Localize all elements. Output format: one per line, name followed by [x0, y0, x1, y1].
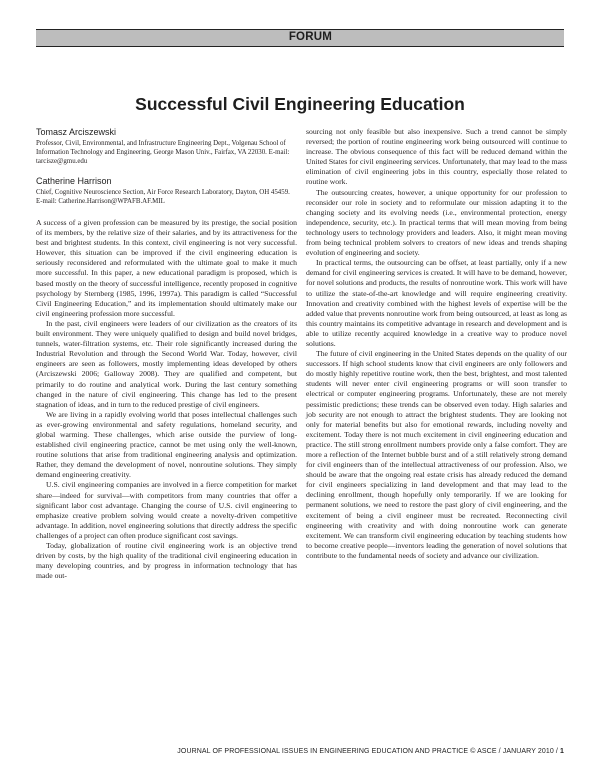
author-affiliation: Professor, Civil, Environmental, and Infrastructure Engineering Dept., Volgenau School of Information Technology and Engineering, George Mason Univ., Fairfax, VA 22030. E-mail: tarcisze@gmu.edu: [36, 140, 290, 165]
body-paragraph: The future of civil engineering in the United States depends on the quality of our successors. If high school students know that civil engineers are only followers and do mostly highly repetitive routine work, then the best, brightest, and most talented students will never enter civil engineering programs or will soon transfer to electrical or computer engineering programs. Unfortunately, these are not merely pessimistic predictions; these trends can be observed even today. High salaries and job security are not enough to attract the brightest students. They are looking not only for material benefits but also for emotional rewards, including novelty and excitement. Today there is not much excitement in civil engineering education and practice. The still strong enrollment numbers provide only a false comfort. They are more a reflection of the Internet bubble burst and of a still relatively strong demand for civil engineers than of the intellectual attractiveness of our profession. Also, we should be aware that the ongoing real estate crisis has already reduced the demand for civil engineers specializing in land development and that may lead to the declining enrollment, though hopefully only temporarily. If we are looking for permanent solutions, we need to restore the past glory of civil engineering, and the excitement of being a civil engineer must be recreated. Reconnecting civil engineering with creativity and with doing nonroutine work can generate excitement. We can transform civil engineering education by teaching students how to become creative people—inventors leading the generation of novel solutions that contribute to the fundamental needs of society and advance our civilization.: [306, 349, 567, 560]
author-affiliation: Chief, Cognitive Neuroscience Section, Air Force Research Laboratory, Dayton, OH 45459. E-mail: Catherine.Harrison@WPAFB.AF.MIL: [36, 189, 290, 205]
body-paragraph: The outsourcing creates, however, a unique opportunity for our profession to reconsider our role in society and to reformulate our mission adapting it to the changing society and its evolving needs (i.e., environmental protection, energy independence, security, etc.). In practical terms that will mean moving from being technology users to technology providers and leaders. Also, it might mean moving from being technical problem solvers to creators of new ideas and trends shaping evolution of engineering and society.: [306, 187, 567, 258]
author-name: Tomasz Arciszewski: [36, 127, 117, 137]
body-paragraph: U.S. civil engineering companies are involved in a fierce competition for market share—indeed for survival—with competitors from many countries that offer a significant labor cost advantage. Changing the course of U.S. civil engineering to emphasize creative problem solving would create a novelty-driven competitive advantage. In addition, novel engineering solutions that directly address the specific challenges of a project can often produce significant cost savings.: [36, 480, 297, 540]
page-footer: [36, 748, 564, 755]
article-title: Successful Civil Engineering Education: [135, 94, 465, 114]
author-block: [36, 176, 297, 206]
body-paragraph: In the past, civil engineers were leaders of our civilization as the creators of its built environment. They were uniquely qualified to design and build novel bridges, tunnels, water-filtration systems, etc. Their role significantly increased during the Industrial Revolution and through the Second World War. Today, however, civil engineers are seen as followers, mostly implementing ideas developed by others (Arciszewski 2006; Galloway 2008). They are qualified and competent, but primarily to do routine and analytical work. During the last century something changed in the nature of civil engineering. This change has led to the present stagnation of ideas, and in turn to the reduced prestige of civil engineers.: [36, 318, 297, 409]
page-number: 1: [560, 748, 564, 755]
author-name: Catherine Harrison: [36, 176, 112, 186]
body-paragraph: A success of a given profession can be measured by its prestige, the social position of its members, by the relative size of their salaries, and by its attractiveness for the best and brightest students. In this context, civil engineering is not very successful. However, this situation can be improved if the civil engineering education is seriously reconsidered and reformulated with the ultimate goal to make it much more successful. In this paper, a new educational paradigm is proposed, which is based mostly on the theory of successful intelligence, recently proposed in cognitive psychology by Sternberg (1985, 1996, 1997a). This paradigm is called “Successful Civil Engineering Education,” and its implementation should ultimately make our civil engineering profession more successful.: [36, 218, 297, 318]
journal-citation: JOURNAL OF PROFESSIONAL ISSUES IN ENGINEERING EDUCATION AND PRACTICE © ASCE / JANUARY 2010 /: [177, 748, 558, 755]
section-header-bar: [36, 29, 564, 47]
body-paragraph: Today, globalization of routine civil engineering work is an objective trend driven by costs, by the high quality of the traditional civil engineering education in many developing countries, and by progress in information technology that has made out-: [36, 541, 297, 581]
left-column: [36, 127, 297, 581]
body-paragraph: sourcing not only feasible but also inexpensive. Such a trend cannot be simply reversed; the portion of routine engineering work being outsourced will continue to increase. The obvious consequence of this fact will be reduced demand within the United States for civil engineering services. Unfortunately, that may lead to the mass elimination of civil engineering jobs in this country, especially those related to routine work.: [306, 127, 567, 187]
author-block: [36, 127, 297, 166]
body-paragraph: In practical terms, the outsourcing can be offset, at least partially, only if a new demand for civil engineering services is created. It will have to be demand, however, for novel solutions and products, the results of nonroutine work. This work will have to utilize the state-of-the-art knowledge and will require engineering creativity. Innovation and creativity combined with the highest levels of expertise will be the added value that prevents nonroutine work from being outsourced, at least as long as this country maintains its competitive advantage in research and development and is able to utilize recently acquired knowledge in a creative way to produce novel solutions.: [306, 258, 567, 348]
right-column: [306, 127, 567, 561]
body-paragraph: We are living in a rapidly evolving world that poses intellectual challenges such as ever-growing environmental and safety regulations, homeland security, and global warming. These challenges, which arise outside the purview of long-established civil engineering practice, cannot be met using only the well-known, routine solutions that arise from traditional engineering analysis and optimization. Rather, they demand the development of novel, nonroutine solutions. They simply demand engineering creativity.: [36, 409, 297, 480]
section-label: FORUM: [288, 31, 332, 43]
